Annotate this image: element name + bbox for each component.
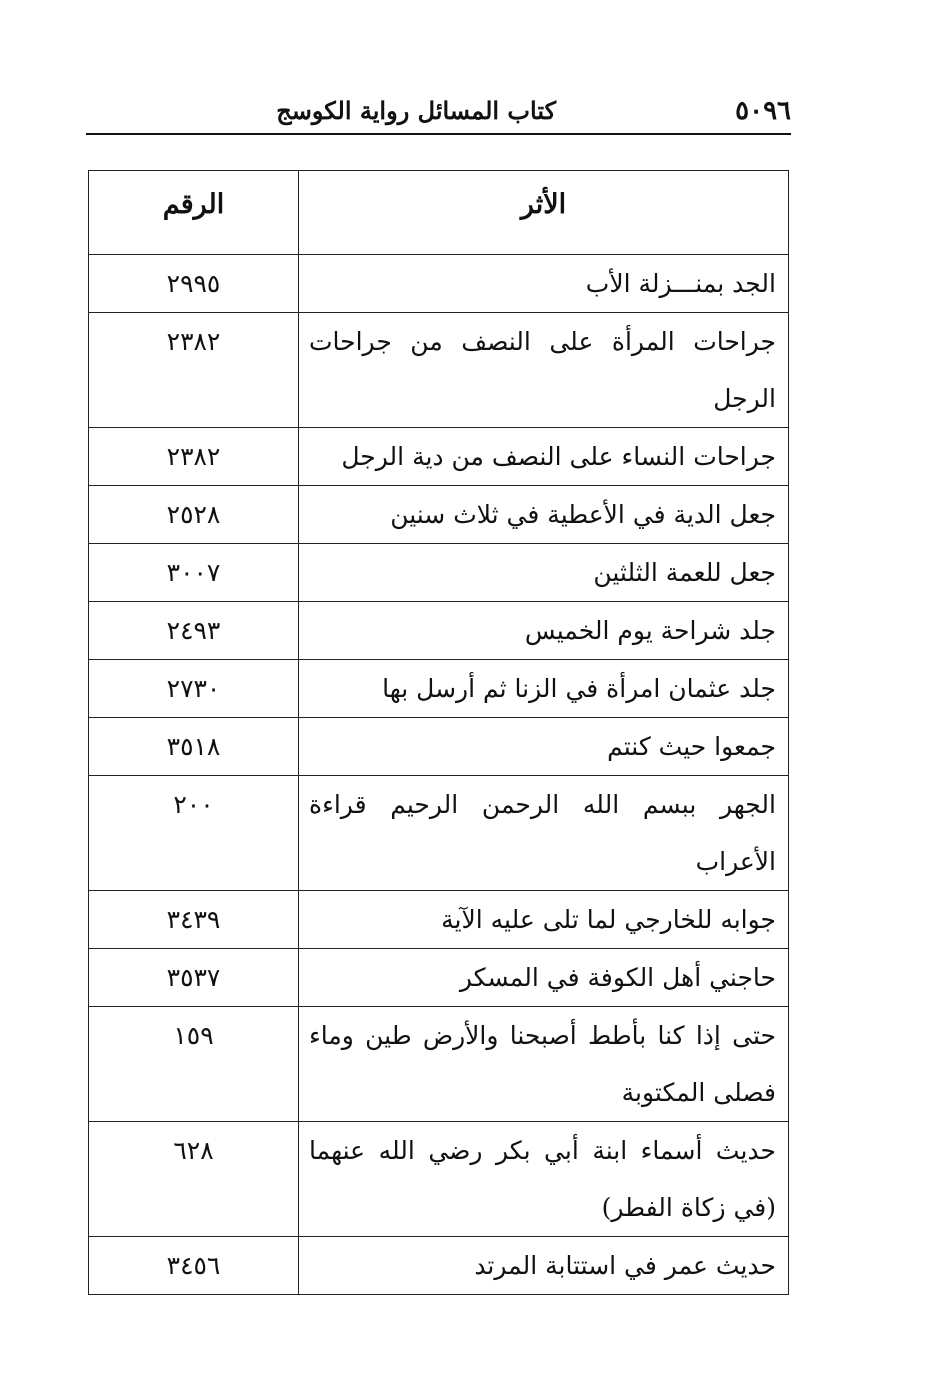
header-rule: [86, 133, 791, 135]
entry-number: ٣٠٠٧: [89, 544, 299, 602]
entry-text: جوابه للخارجي لما تلى عليه الآية: [299, 891, 789, 949]
entry-number: ٦٢٨: [89, 1122, 299, 1237]
entry-number: ٢٥٢٨: [89, 486, 299, 544]
entry-text: الجهر ببسم الله الرحمن الرحيم قراءة الأعراب: [299, 776, 789, 891]
entry-number: ٢٣٨٢: [89, 313, 299, 428]
entry-text: الجد بمنـــزلة الأب: [299, 255, 789, 313]
entry-number: ٢٠٠: [89, 776, 299, 891]
entry-number: ٢٧٣٠: [89, 660, 299, 718]
entry-text: جعل للعمة الثلثين: [299, 544, 789, 602]
book-title: كتاب المسائل رواية الكوسج: [276, 96, 556, 125]
entry-text: حتى إذا كنا بأطط أصبحنا والأرض طين وماء فصلى المكتوبة: [299, 1007, 789, 1122]
table-row: [89, 486, 789, 544]
page-number: ٥٠٩٦: [735, 96, 791, 126]
entry-number: ٢٣٨٢: [89, 428, 299, 486]
entry-text: جمعوا حيث كنتم: [299, 718, 789, 776]
entry-number: ٣٥١٨: [89, 718, 299, 776]
column-header-text: الأثر: [299, 171, 789, 255]
page-header: [86, 92, 791, 132]
table-row: [89, 1122, 789, 1237]
table-row: [89, 949, 789, 1007]
entry-number: ٣٤٣٩: [89, 891, 299, 949]
entry-text: حديث أسماء ابنة أبي بكر رضي الله عنهما (في زكاة الفطر): [299, 1122, 789, 1237]
entry-text: جراحات المرأة على النصف من جراحات الرجل: [299, 313, 789, 428]
entry-number: ٢٤٩٣: [89, 602, 299, 660]
table-row: [89, 776, 789, 891]
table-row: [89, 660, 789, 718]
entry-text: جلد عثمان امرأة في الزنا ثم أرسل بها: [299, 660, 789, 718]
entry-text: حاجني أهل الكوفة في المسكر: [299, 949, 789, 1007]
entry-number: ٣٥٣٧: [89, 949, 299, 1007]
entry-number: ٢٩٩٥: [89, 255, 299, 313]
entry-number: ٣٤٥٦: [89, 1237, 299, 1295]
table-row: [89, 428, 789, 486]
entry-text: جلد شراحة يوم الخميس: [299, 602, 789, 660]
table-row: [89, 718, 789, 776]
table-header-row: [89, 171, 789, 255]
entry-number: ١٥٩: [89, 1007, 299, 1122]
entry-text: حديث عمر في استتابة المرتد: [299, 1237, 789, 1295]
entry-text: جعل الدية في الأعطية في ثلاث سنين: [299, 486, 789, 544]
table-row: [89, 313, 789, 428]
table-row: [89, 255, 789, 313]
column-header-number: الرقم: [89, 171, 299, 255]
index-table: [88, 170, 789, 1295]
table-row: [89, 1237, 789, 1295]
table-row: [89, 544, 789, 602]
table-row: [89, 1007, 789, 1122]
entry-text: جراحات النساء على النصف من دية الرجل: [299, 428, 789, 486]
table-row: [89, 602, 789, 660]
table-row: [89, 891, 789, 949]
